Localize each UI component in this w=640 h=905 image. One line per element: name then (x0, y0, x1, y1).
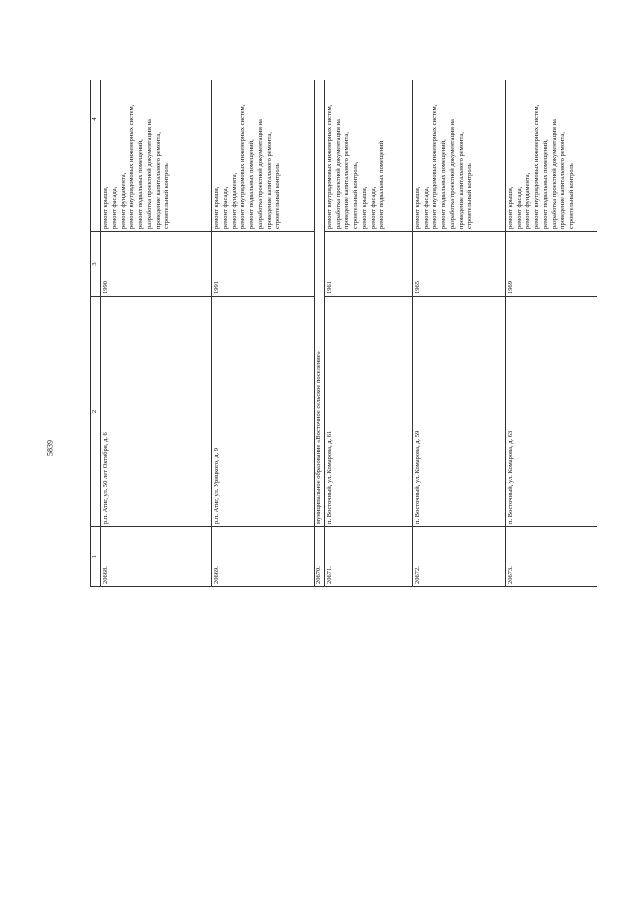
table-row (505, 80, 597, 587)
row-address: п. Восточный, ул. Комарова, д. 63 (505, 297, 597, 527)
table-row (212, 80, 315, 587)
rotated-page-area (90, 80, 597, 845)
work-item: ремонт фундамента, (230, 172, 238, 229)
work-item: ремонт подвальных помещений, (541, 139, 549, 229)
row-number: 20672. (412, 527, 505, 587)
header-col-2: 2 (91, 297, 101, 527)
row-year: 1969 (505, 232, 597, 297)
row-number: 20673. (505, 527, 597, 587)
work-item: ремонт фундамента, (524, 172, 532, 229)
works-list (414, 80, 475, 229)
work-item: ремонт подвальных помещений, (248, 139, 256, 229)
table-row (324, 80, 412, 587)
work-item: проведение капитального ремонта, (154, 132, 162, 229)
work-item: ремонт фасада, (422, 186, 430, 229)
section-row (315, 80, 325, 587)
work-item: проведение капитального ремонта, (559, 132, 567, 229)
row-address: р.п. Атиг, ул. Урицкого, д. 9 (212, 297, 315, 527)
section-title: муниципальное образование «Восточное сельское поселение» (315, 80, 325, 527)
row-works (412, 80, 505, 232)
row-number: 20668. (101, 527, 212, 587)
work-item: ремонт внутридомовых инженерных систем, (128, 104, 136, 229)
work-item: строительный контроль (466, 163, 474, 229)
works-list (507, 80, 577, 229)
work-item: строительный контроль (163, 163, 171, 229)
work-item: ремонт подвальных помещений, (440, 139, 448, 229)
table-header-row (91, 80, 101, 587)
table-row (412, 80, 505, 587)
row-works (505, 80, 597, 232)
work-item: ремонт фасада, (221, 186, 229, 229)
work-item: ремонт фасада, (515, 186, 523, 229)
header-col-4: 4 (91, 80, 101, 232)
row-address: п. Восточный, ул. Комарова, д. 59 (412, 297, 505, 527)
work-item: проведение капитального ремонта, (457, 132, 465, 229)
repair-schedule-table (90, 80, 597, 587)
work-item: ремонт подвальных помещений (378, 140, 386, 229)
work-item: ремонт внутридомовых инженерных систем, (239, 104, 247, 229)
work-item: ремонт фундамента, (119, 172, 127, 229)
work-item: проведение капитального ремонта, (343, 132, 351, 229)
work-item: ремонт фасада, (369, 186, 377, 229)
work-item: разработка проектной документации на (256, 119, 264, 229)
row-number: 20670. (315, 527, 325, 587)
work-item: ремонт фасада, (110, 186, 118, 229)
row-address: р.п. Атиг, ул. 50 лет Октября, д. 6 (101, 297, 212, 527)
work-item: ремонт крыши, (360, 186, 368, 229)
document-body (90, 80, 597, 587)
work-item: ремонт крыши, (413, 186, 421, 229)
row-year: 1961 (324, 232, 412, 297)
work-item: ремонт подвальных помещений, (137, 139, 145, 229)
work-item: ремонт внутридомовых инженерных систем, (533, 104, 541, 229)
work-item: проведение капитального ремонта, (265, 132, 273, 229)
work-item: разработка проектной документации на (448, 119, 456, 229)
work-item: разработка проектной документации на (334, 119, 342, 229)
row-works (324, 80, 412, 232)
header-col-1: 1 (91, 527, 101, 587)
table-row (101, 80, 212, 587)
work-item: строительный контроль, (352, 161, 360, 229)
row-works (212, 80, 315, 232)
work-item: ремонт внутридомовых инженерных систем, (325, 104, 333, 229)
work-item: ремонт крыши, (506, 186, 514, 229)
header-col-3: 3 (91, 232, 101, 297)
work-item: ремонт внутридомовых инженерных систем, (431, 104, 439, 229)
page-number: 5839 (45, 440, 55, 456)
row-works (101, 80, 212, 232)
row-number: 20671. (324, 527, 412, 587)
row-address: п. Восточный, ул. Комарова, д. 61 (324, 297, 412, 527)
work-item: ремонт крыши, (102, 186, 109, 229)
work-item: разработка проектной документации на (145, 119, 153, 229)
row-year: 1991 (212, 232, 315, 297)
work-item: ремонт крыши, (213, 186, 220, 229)
work-item: строительный контроль (274, 163, 282, 229)
works-list (102, 80, 172, 229)
row-year: 1990 (101, 232, 212, 297)
row-number: 20669. (212, 527, 315, 587)
works-list (213, 80, 283, 229)
row-year: 1965 (412, 232, 505, 297)
work-item: разработка проектной документации на (550, 119, 558, 229)
works-list (326, 80, 387, 229)
work-item: строительный контроль (568, 163, 576, 229)
